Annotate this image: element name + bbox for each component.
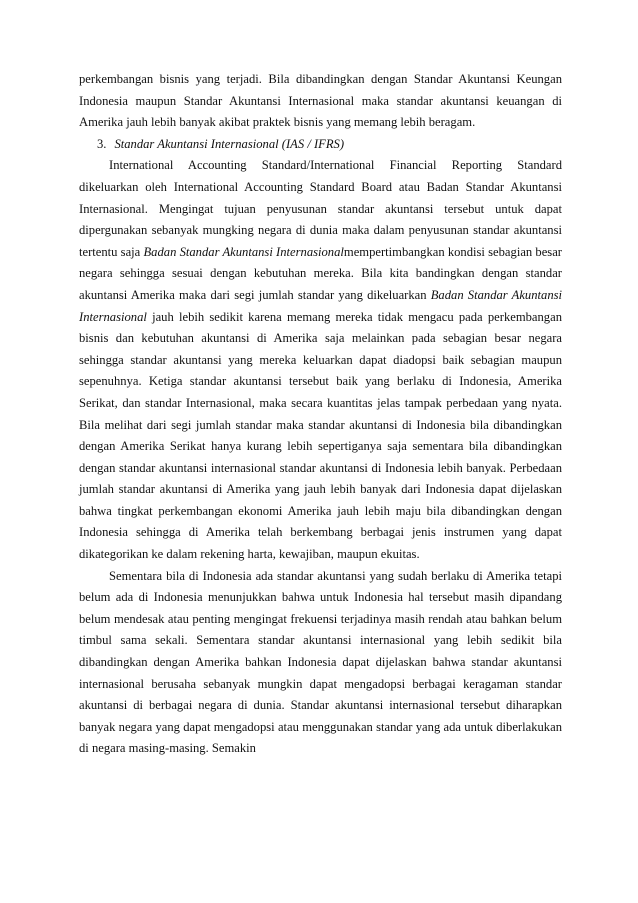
paragraph-2-italic-2: Badan Standar Akuntansi Internasional	[79, 287, 563, 324]
paragraph-2-italic-1: Badan Standar Akuntansi Internasional	[143, 244, 344, 259]
paragraph-1: perkembangan bisnis yang terjadi. Bila dibandingkan dengan Standar Akuntansi Keungan Indonesia maupun Standar Akuntansi Internasional maka standar akuntansi keuangan di Amerika jauh lebih banyak akibat praktek bisnis yang memang lebih beragam.	[79, 72, 562, 130]
paragraph-2	[79, 155, 562, 565]
section-title: Standar Akuntansi Internasional (IAS / IFRS)	[114, 136, 345, 151]
paragraph-2-part-c: mempertimbangkan kondisi sebagian besar negara sehingga sesuai dengan kebutuhan mereka. Bila kita bandingkan dengan standar akuntansi Amerika maka dari segi jumlah standar yang dikeluarkan	[79, 244, 562, 302]
section-heading	[79, 134, 562, 156]
paragraph-2-part-e: jauh lebih sedikit karena memang mereka tidak mengacu pada perkembangan bisnis dan kebutuhan akuntansi di Amerika saja melainkan pada sebagian besar negara sehingga standar akuntansi yang mereka keluarkan dapat diadopsi baik sebagian maupun sepenuhnya. Ketiga standar akuntansi tersebut baik yang berlaku di Indonesia, Amerika Serikat, dan standar Internasional, maka secara kuantitas jelas tampak perbedaan yang nyata. Bila melihat dari segi jumlah standar maka standar akuntansi di Indonesia bila dibandingkan dengan Amerika Serikat hanya kurang lebih sepertiganya saja sementara bila dibandingkan dengan standar akuntansi internasional standar akuntansi di Indonesia lebih banyak. Perbedaan jumlah standar akuntansi di Amerika yang jauh lebih banyak dari Indonesia dapat dijelaskan bahwa tingkat perkembangan ekonomi Amerika jauh lebih maju bila dibandingkan dengan Indonesia sehingga di Amerika telah berkembang berbagai jenis instrumen yang dapat dikategorikan ke dalam rekening harta, kewajiban, maupun ekuitas.	[79, 309, 562, 562]
paragraph-3: Sementara bila di Indonesia ada standar akuntansi yang sudah berlaku di Amerika tetapi belum ada di Indonesia menunjukkan bahwa untuk Indonesia hal tersebut masih dipandang belum mendesak atau penting mengingat frekuensi terjadinya masih rendah atau bahkan belum timbul sama sekali. Sementara standar akuntansi internasional yang lebih sedikit bila dibandingkan dengan Amerika bahkan Indonesia dapat dijelaskan bahwa standar akuntansi internasional berusaha sebanyak mungkin dapat mengadopsi berbagai keragaman standar akuntansi di berbagai negara di dunia. Standar akuntansi internasional tersebut diharapkan banyak negara yang dapat mengadopsi atau menggunakan standar yang ada untuk diberlakukan di negara masing-masing. Semakin	[79, 568, 562, 756]
document-page	[79, 69, 562, 760]
paragraph-2-part-a: International Accounting Standard/International Financial Reporting Standard dikeluarkan oleh International Accounting Standard Board atau Badan Standar Akuntansi Internasional. Mengingat tujuan penyusunan standar akuntansi tersebut untuk dapat dipergunakan sebanyak mungking negara di dunia maka dalam penyusunan standar akuntansi tertentu saja	[79, 158, 562, 259]
section-number: 3.	[97, 136, 107, 151]
